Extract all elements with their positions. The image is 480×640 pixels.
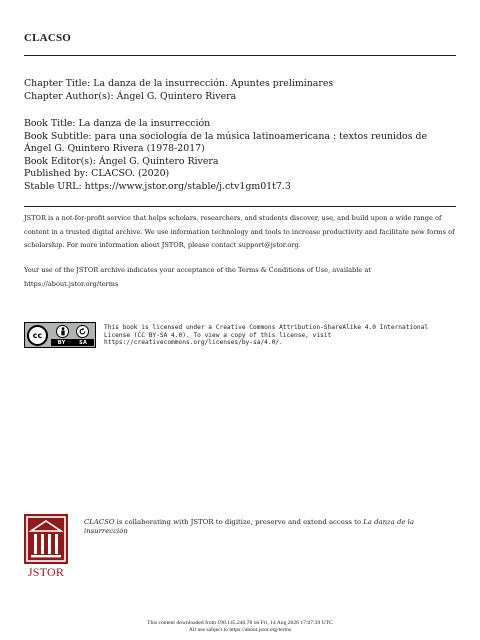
badge-sa-label: SA xyxy=(79,339,88,346)
header-divider xyxy=(24,55,456,56)
book-metadata xyxy=(24,118,456,194)
collaboration-text xyxy=(84,518,456,536)
chapter-metadata xyxy=(24,78,456,103)
share-alike-icon xyxy=(76,325,89,338)
footer-terms: All use subject to https://about.jstor.org/terms xyxy=(188,627,292,633)
chapter-title: Chapter Title: La danza de la insurrección. Apuntes preliminares xyxy=(24,78,334,89)
jstor-about-text: JSTOR is a not-for-profit service that helps scholars, researchers, and students discover, use, and build upon a wide range of content in a trusted digital archive. We use information technology and tools to increase productivity and facilitate new forms of scholarship. For more information about JSTOR, please contact support@jstor.org. xyxy=(24,214,455,249)
jstor-wordmark: JSTOR xyxy=(27,565,65,579)
license-block xyxy=(24,322,456,356)
publisher-name: CLACSO xyxy=(24,32,72,44)
chapter-author: Chapter Author(s): Ángel G. Quintero Rivera xyxy=(24,90,237,102)
book-title: Book Title: La danza de la insurrección xyxy=(24,118,211,129)
license-text: This book is licensed under a Creative Commons Attribution-ShareAlike 4.0 International License (CC BY-SA 4.0). To view a copy of this license, visit https://creativecommons.org/licenses/by-sa/4.0/. xyxy=(104,324,429,347)
book-subtitle: Book Subtitle: para una sociología de la música latinoamericana : textos reunidos de Ángel G. Quintero Rivera (1978-2017) xyxy=(24,130,428,155)
stable-url[interactable]: Stable URL: https://www.jstor.org/stable/j.ctv1gm01t7.3 xyxy=(24,180,291,192)
collab-statement: is collaborating with JSTOR to digitize, preserve and extend access to xyxy=(114,518,364,526)
book-editor: Book Editor(s): Ángel G. Quintero Rivera xyxy=(24,155,219,167)
metadata-divider xyxy=(24,206,456,207)
terms-notice-text: Your use of the JSTOR archive indicates your acceptance of the Terms & Conditions of Use, available at https://about.jstor.org/terms xyxy=(24,266,371,288)
download-notice: This content downloaded from 190.145.240.78 on Fri, 14 Aug 2026 17:07:39 UTC xyxy=(147,620,333,626)
cc-by-sa-badge-icon[interactable] xyxy=(24,322,96,348)
cc-icon: cc xyxy=(27,325,48,346)
collab-book-title: La danza de la insurrección xyxy=(84,518,414,535)
badge-label-strip xyxy=(51,339,94,346)
badge-by-label: BY xyxy=(57,339,66,346)
person-icon xyxy=(56,325,69,338)
published-by: Published by: CLACSO. (2020) xyxy=(24,168,170,180)
collab-org: CLACSO xyxy=(84,518,115,526)
